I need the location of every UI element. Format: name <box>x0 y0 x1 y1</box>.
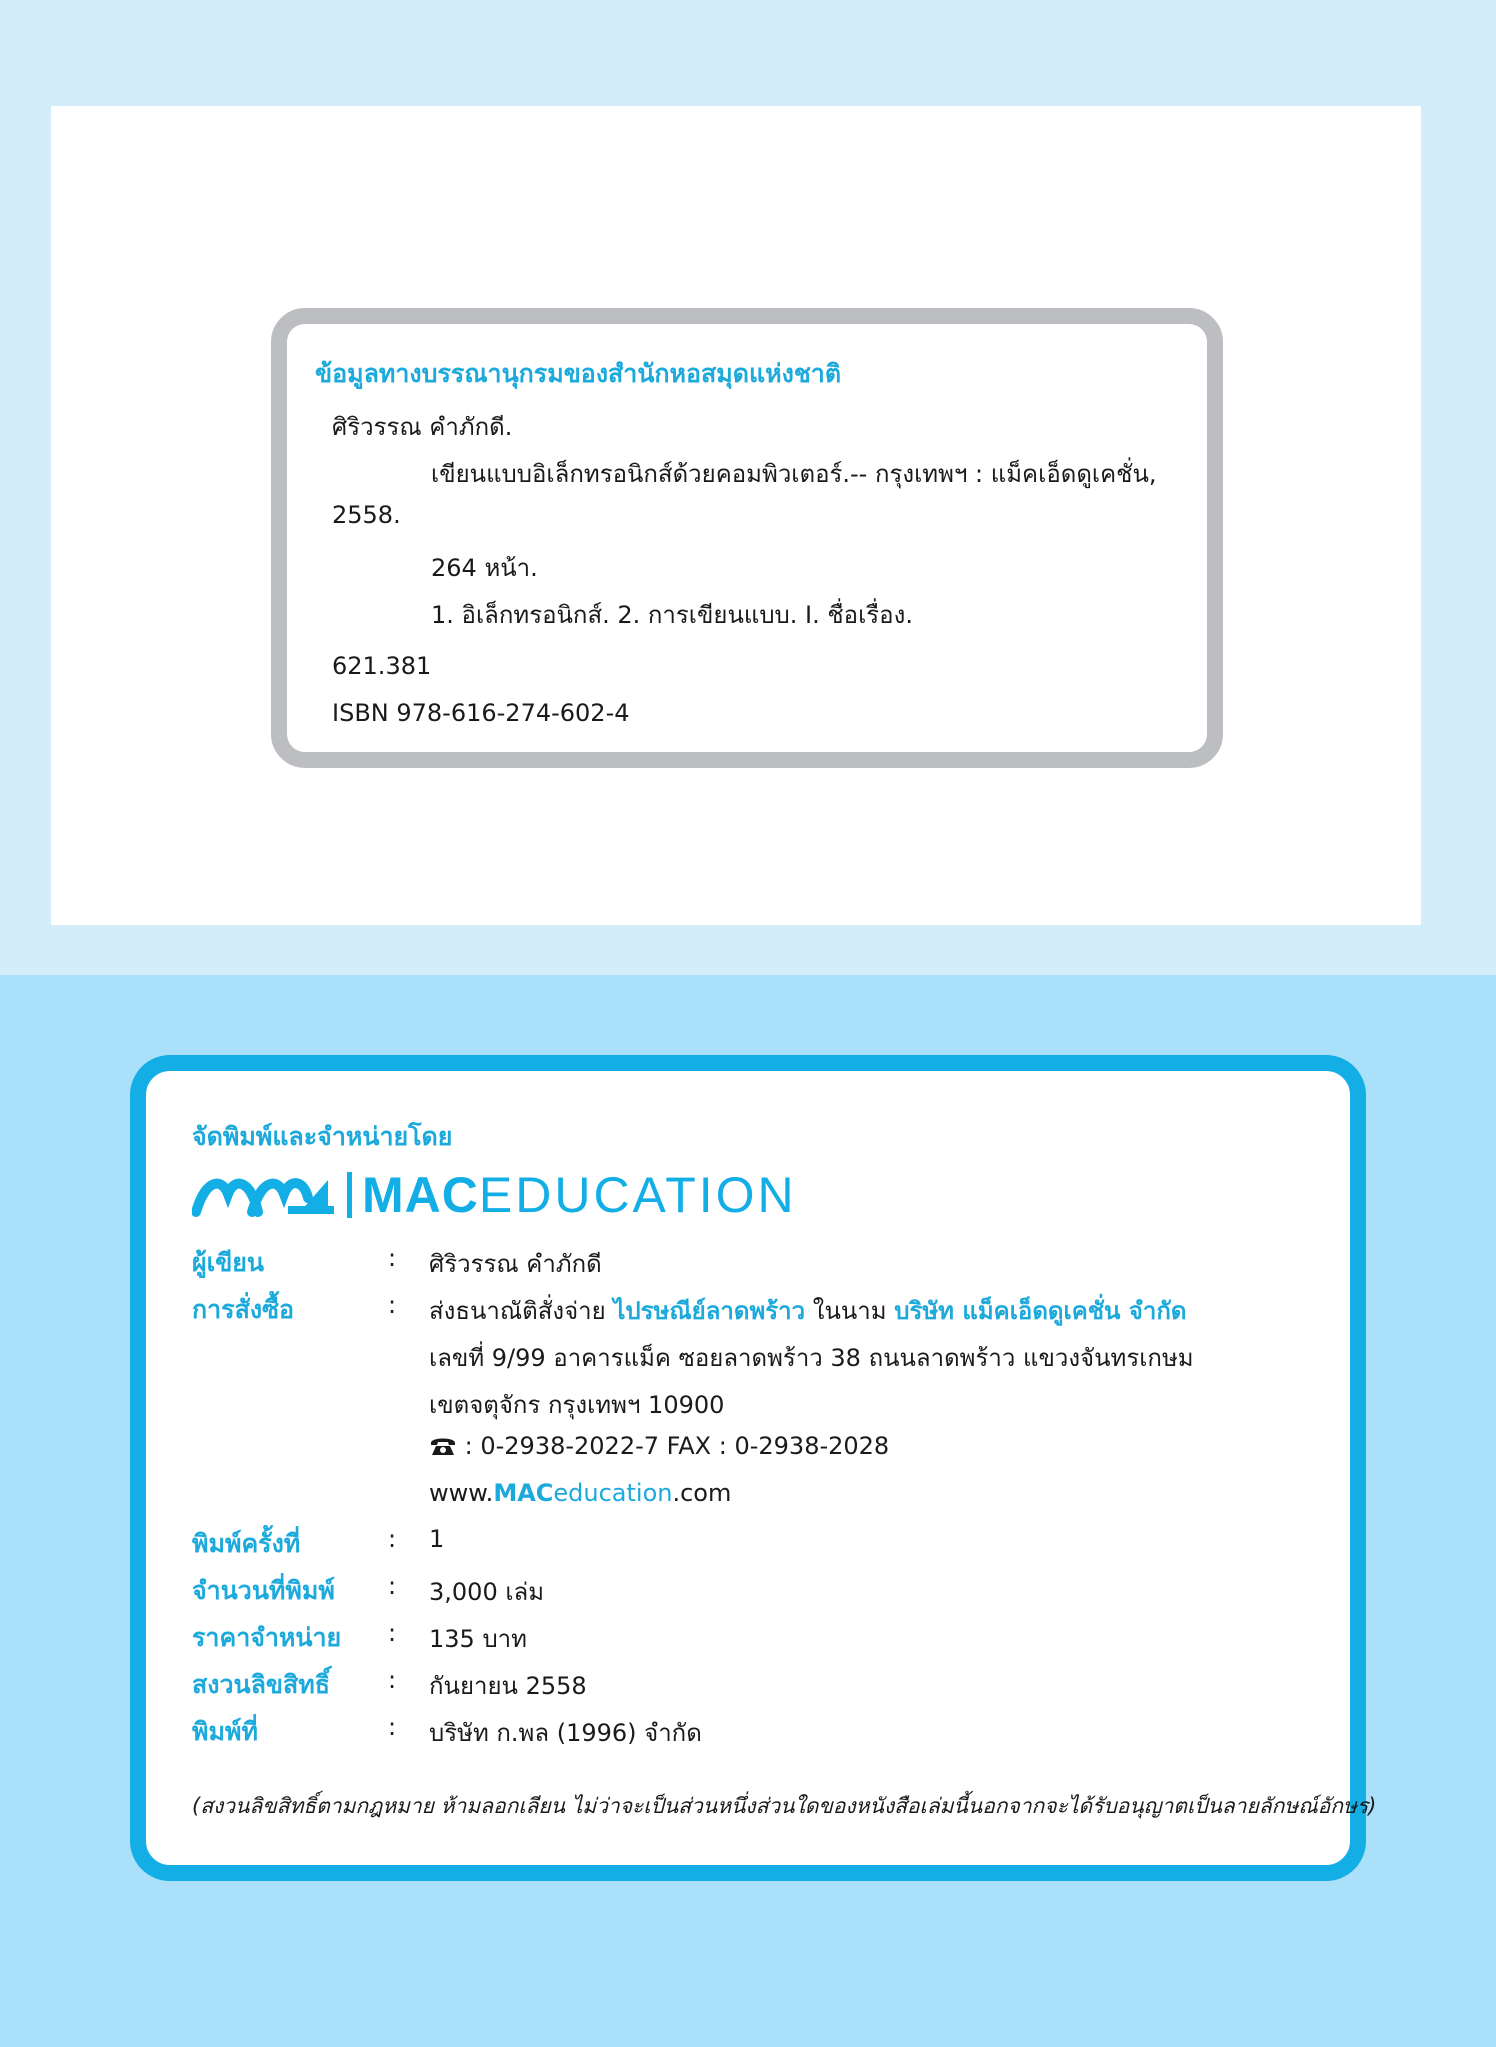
website-link[interactable] <box>429 1479 731 1507</box>
label-order: การสั่งซื้อ <box>192 1295 295 1324</box>
value-price: 135 บาท <box>429 1625 527 1653</box>
cip-year: 2558. <box>332 501 401 529</box>
label-price: ราคาจำหน่าย <box>192 1623 342 1652</box>
cip-author: ศิริวรรณ คำภักดี. <box>332 413 513 441</box>
value-edition: 1 <box>429 1525 445 1553</box>
colon-price: : <box>388 1619 397 1647</box>
label-edition: พิมพ์ครั้งที่ <box>192 1529 301 1558</box>
order-mid: ในนาม <box>805 1297 895 1325</box>
web-suffix: .com <box>672 1479 732 1507</box>
colon-edition: : <box>388 1525 397 1553</box>
order-post-office: ไปรษณีย์ลาดพร้าว <box>613 1297 806 1325</box>
colon-copies: : <box>388 1572 397 1600</box>
value-copies: 3,000 เล่ม <box>429 1578 545 1606</box>
cip-book-line: เขียนแบบอิเล็กทรอนิกส์ด้วยคอมพิวเตอร์.-- กรุงเทพฯ : แม็คเอ็ดดูเคชั่น, <box>431 460 1157 488</box>
logo-wordmark <box>362 1167 797 1223</box>
value-copyright: กันยายน 2558 <box>429 1672 587 1700</box>
label-copies: จำนวนที่พิมพ์ <box>192 1576 335 1605</box>
cip-pages: 264 หน้า. <box>431 554 538 582</box>
publisher-heading: จัดพิมพ์และจำหน่ายโดย <box>192 1122 453 1151</box>
order-address-line1: เลขที่ 9/99 อาคารแม็ค ซอยลาดพร้าว 38 ถนนลาดพร้าว แขวงจันทรเกษม <box>429 1344 1194 1372</box>
order-address-line2: เขตจตุจักร กรุงเทพฯ 10900 <box>429 1391 725 1419</box>
cip-isbn: ISBN 978-616-274-602-4 <box>332 699 630 727</box>
colon-order: : <box>388 1291 397 1319</box>
order-company: บริษัท แม็คเอ็ดดูเคชั่น จำกัด <box>894 1297 1187 1325</box>
mac-education-logo <box>192 1165 797 1225</box>
colon-copyright: : <box>388 1666 397 1694</box>
cip-classification: 621.381 <box>332 652 432 680</box>
cip-subjects: 1. อิเล็กทรอนิกส์. 2. การเขียนแบบ. I. ชื่อเรื่อง. <box>431 601 913 629</box>
mac-education-logo-icon <box>192 1172 335 1218</box>
telephone-icon <box>429 1435 457 1457</box>
value-printer: บริษัท ก.พล (1996) จำกัด <box>429 1719 702 1747</box>
order-phone <box>429 1432 889 1460</box>
web-education: education <box>553 1479 673 1507</box>
web-mac: MAC <box>493 1479 554 1507</box>
value-author: ศิริวรรณ คำภักดี <box>429 1250 602 1278</box>
web-prefix: www. <box>429 1479 494 1507</box>
logo-mac: MAC <box>362 1167 479 1223</box>
phone-fax-text: : 0-2938-2022-7 FAX : 0-2938-2028 <box>457 1432 890 1460</box>
label-author: ผู้เขียน <box>192 1248 265 1277</box>
copyright-note: (สงวนลิขสิทธิ์ตามกฎหมาย ห้ามลอกเลียน ไม่ว่าจะเป็นส่วนหนึ่งส่วนใดของหนังสือเล่มนี้นอกจากจะได้รับอนุญาตเป็นลายลักษณ์อักษร) <box>192 1794 1377 1818</box>
label-copyright: สงวนลิขสิทธิ์ <box>192 1670 331 1699</box>
logo-education: EDUCATION <box>478 1167 797 1223</box>
logo-separator <box>347 1172 352 1218</box>
value-order <box>429 1291 1186 1330</box>
colon-printer: : <box>388 1713 397 1741</box>
order-prefix: ส่งธนาณัติสั่งจ่าย <box>429 1297 614 1325</box>
label-printer: พิมพ์ที่ <box>192 1717 258 1746</box>
cip-title: ข้อมูลทางบรรณานุกรมของสำนักหอสมุดแห่งชาติ <box>315 359 842 388</box>
colon-author: : <box>388 1244 397 1272</box>
